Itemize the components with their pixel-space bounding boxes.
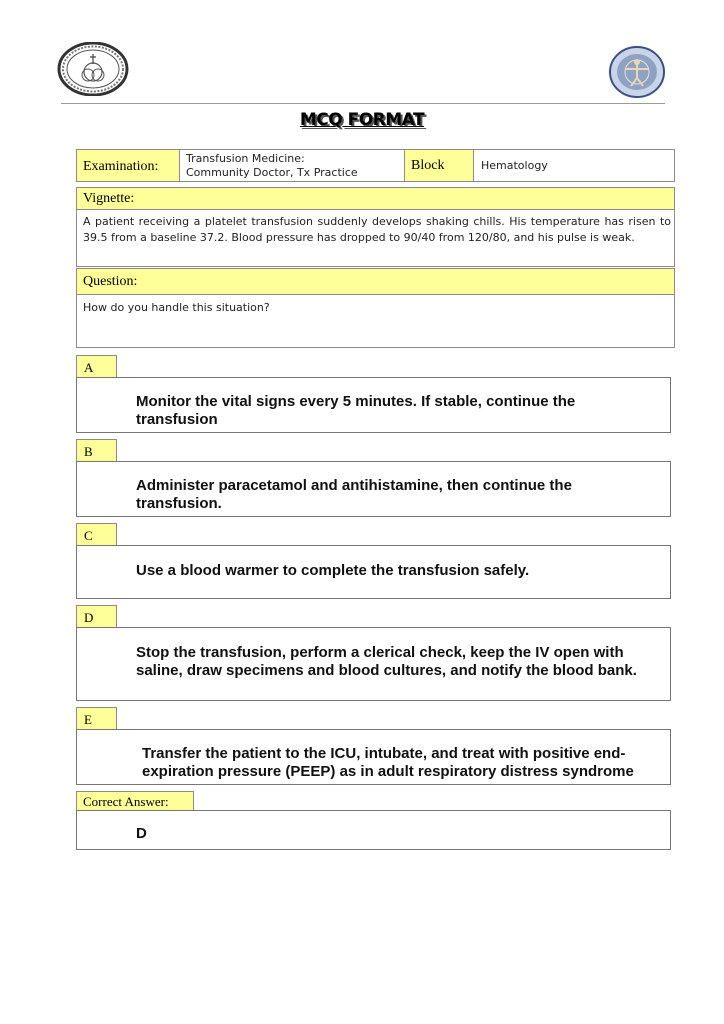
option-b-letter: B <box>76 439 117 462</box>
correct-answer-box <box>76 810 671 850</box>
option-a[interactable] <box>76 377 671 433</box>
option-b[interactable] <box>76 461 671 517</box>
option-d-letter: D <box>76 605 117 628</box>
block-label: Block <box>404 149 474 182</box>
examination-label: Examination: <box>76 149 180 182</box>
option-c-letter: C <box>76 523 117 546</box>
correct-answer-value: D <box>136 825 147 842</box>
option-a-letter: A <box>76 355 117 378</box>
header-divider <box>61 103 665 104</box>
option-e-text: Transfer the patient to the ICU, intubate, and treat with positive end-expiration pressure (PEEP) as in adult respiratory distress syndrome <box>142 745 634 780</box>
correct-answer-label: Correct Answer: <box>76 791 194 811</box>
question-label: Question: <box>76 268 675 295</box>
question-text: How do you handle this situation? <box>76 294 675 348</box>
option-c-text: Use a blood warmer to complete the transfusion safely. <box>136 562 530 579</box>
option-d-text: Stop the transfusion, perform a clerical check, keep the IV open with saline, draw specimens and blood cultures, and notify the blood bank. <box>136 644 637 679</box>
examination-value <box>179 149 405 182</box>
block-value: Hematology <box>473 149 675 182</box>
option-b-text: Administer paracetamol and antihistamine, then continue the transfusion. <box>136 477 572 512</box>
option-e[interactable] <box>76 729 671 785</box>
university-seal-logo <box>57 42 129 96</box>
examination-value-line1: Transfusion Medicine: <box>186 152 305 165</box>
vignette-text: A patient receiving a platelet transfusion suddenly develops shaking chills. His temperature has risen to 39.5 from a baseline 37.2. Blood pressure has dropped to 90/40 from 120/80, and his pulse is weak. <box>76 209 675 267</box>
option-c[interactable] <box>76 545 671 599</box>
vitruvian-man-logo <box>608 46 666 98</box>
examination-value-line2: Community Doctor, Tx Practice <box>186 166 358 179</box>
option-d[interactable] <box>76 627 671 701</box>
page-title: MCQ FORMAT <box>299 110 425 130</box>
option-a-text: Monitor the vital signs every 5 minutes. If stable, continue the transfusion <box>136 393 576 428</box>
vignette-label: Vignette: <box>76 187 675 210</box>
option-e-letter: E <box>76 707 117 730</box>
